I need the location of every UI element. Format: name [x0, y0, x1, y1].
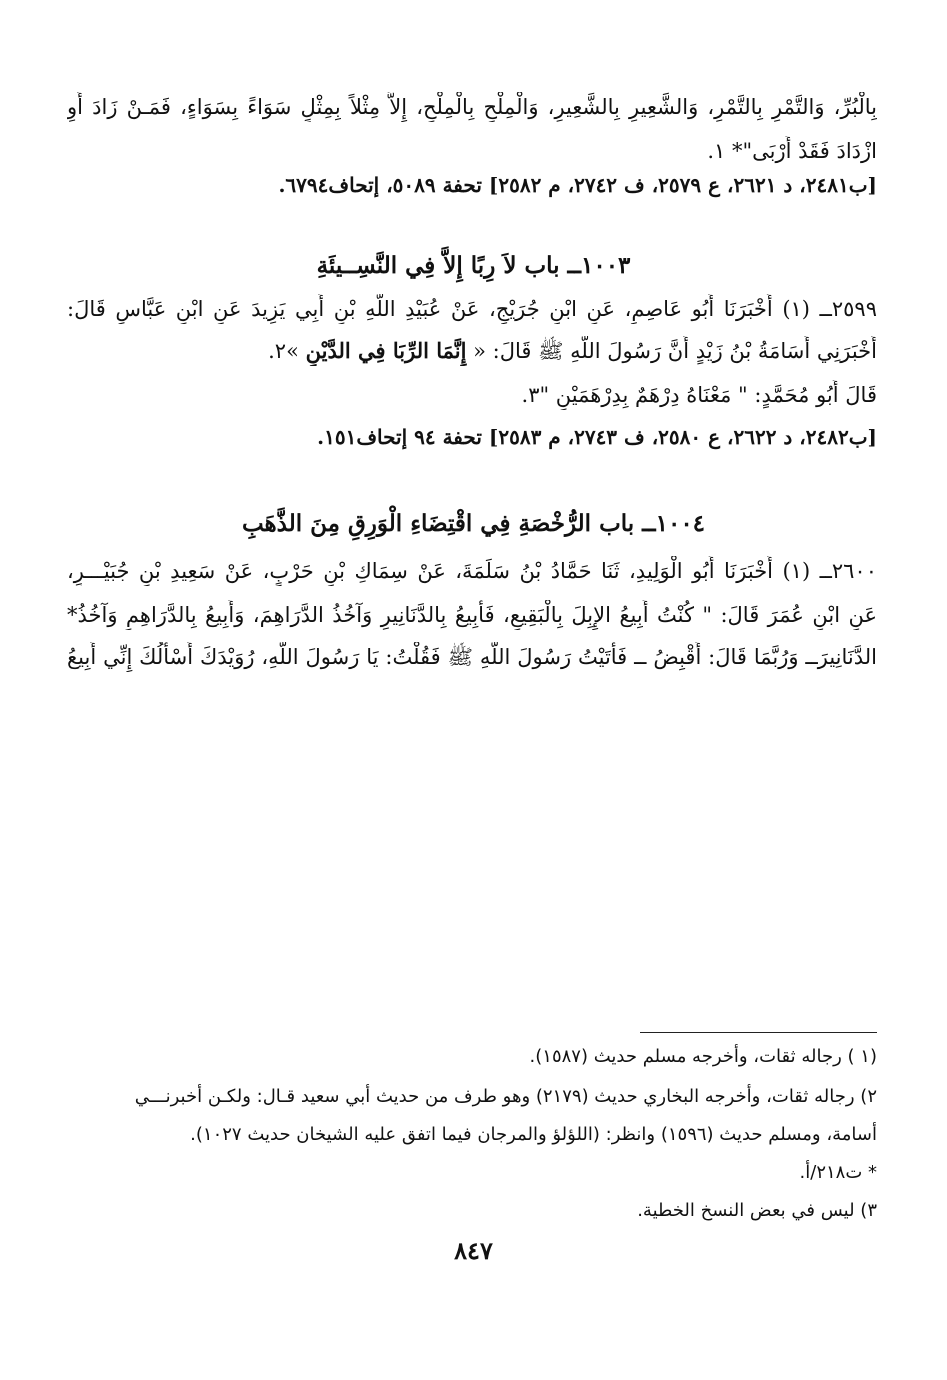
- hadith-2600-line-2: عَنِ ابْنِ عُمَرَ قَالَ: " كُنْتُ أَبِيعُ الإِبِلَ بِالْبَقِيعِ، فَأَبِيعُ بِالدَّنَانِيرِ وَآخُذُ الدَّرَاهِمَ، وَأَبِيعُ بِالدَّرَاهِمِ وَآخُذُ*: [67, 603, 877, 627]
- reference-line-1003: [ب٢٤٨٢، د ٢٦٢٢، ع ٢٥٨٠، ف ٢٧٤٣، م ٢٥٨٣] تحفة ٩٤ إتحاف١٥١.: [317, 425, 877, 449]
- footnote-star: * ت٢١٨/أ.: [799, 1162, 877, 1183]
- page-number: ٨٤٧: [454, 1236, 493, 1265]
- footnote-2-line-1: ٢) رجاله ثقات، وأخرجه البخاري حديث (٢١٧٩) وهو طرف من حديث أبي سعيد قـال: ولكـن أخبرنـــي: [134, 1086, 877, 1107]
- footnote-3: ٣) ليس في بعض النسخ الخطية.: [637, 1200, 877, 1221]
- footnote-1: (١ ) رجاله ثقات، وأخرجه مسلم حديث (١٥٨٧).: [529, 1046, 877, 1067]
- hadith-2599-line-2-post: »٢.: [268, 339, 306, 363]
- hadith-2599-line-2-pre: أَخْبَرَنِي أُسَامَةُ بْنُ زَيْدٍ أَنَّ رَسُولَ اللَّهِ ﷺ قَالَ: «: [466, 339, 877, 363]
- hadith-2600-line-1: ٢٦٠٠ــ (١) أَخْبَرَنَا أَبُو الْوَلِيدِ، ثَنَا حَمَّادُ بْنُ سَلَمَةَ، عَنْ سِمَاكِ بْنِ حَرْبٍ، عَنْ سَعِيدِ بْنِ جُبَيْـــرٍ،: [67, 559, 877, 583]
- hadith-2599-line-1: ٢٥٩٩ــ (١) أَخْبَرَنَا أَبُو عَاصِمٍ، عَنِ ابْنِ جُرَيْجٍ، عَنْ عُبَيْدِ اللَّهِ بْنِ أَبِي يَزِيدَ عَنِ ابْنِ عَبَّاسٍ قَالَ:: [67, 297, 877, 321]
- text-line-top-2: ازْدَادَ فَقَدْ أَرْبَى"* ١.: [707, 139, 877, 163]
- hadith-2599-prophetic-text: إِنَّمَا الرِّبَا فِي الدَّيْنِ: [305, 338, 467, 363]
- footnote-separator: [640, 1032, 877, 1033]
- hadith-2599-line-2: [67, 336, 877, 366]
- text-line-top-1: بِالْبُرِّ، وَالتَّمْرِ بِالتَّمْرِ، وَالشَّعِيرِ بِالشَّعِيرِ، وَالْمِلْحِ بِالْمِلْحِ، إِلاَّ مِثْلاً بِمِثْلٍ سَوَاءً بِسَوَاءٍ، فَمَـنْ زَادَ أَوِ: [67, 95, 877, 119]
- abu-muhammad-note: قَالَ أَبُو مُحَمَّدٍ: " مَعْنَاهُ دِرْهَمٌ بِدِرْهَمَيْنِ "٣.: [521, 383, 877, 407]
- section-heading-1004: ١٠٠٤ــ باب الرُّخْصَةِ فِي اقْتِضَاءِ الْوَرِقِ مِنَ الذَّهَبِ: [241, 510, 706, 537]
- reference-line-top: [ب٢٤٨١، د ٢٦٢١، ع ٢٥٧٩، ف ٢٧٤٢، م ٢٥٨٢] تحفة ٥٠٨٩، إتحاف٦٧٩٤.: [278, 173, 877, 197]
- footnote-2-line-2: أسامة، ومسلم حديث (١٥٩٦) وانظر: (اللؤلؤ والمرجان فيما اتفق عليه الشيخان حديث ١٠٢٧).: [190, 1124, 877, 1145]
- section-heading-1003: ١٠٠٣ــ باب لاَ رِبًا إِلاَّ فِي النَّسِــيئَةِ: [316, 252, 631, 279]
- hadith-2600-line-3: الدَّنَانِيرَــ وَرُبَّمَا قَالَ: أَقْبِضُ ــ فَأَتَيْتُ رَسُولَ اللَّهِ ﷺ فَقُلْتُ: يَا رَسُولَ اللَّهِ، رُوَيْدَكَ أَسْأَلُكَ إِنِّي أَبِيعُ: [67, 645, 877, 669]
